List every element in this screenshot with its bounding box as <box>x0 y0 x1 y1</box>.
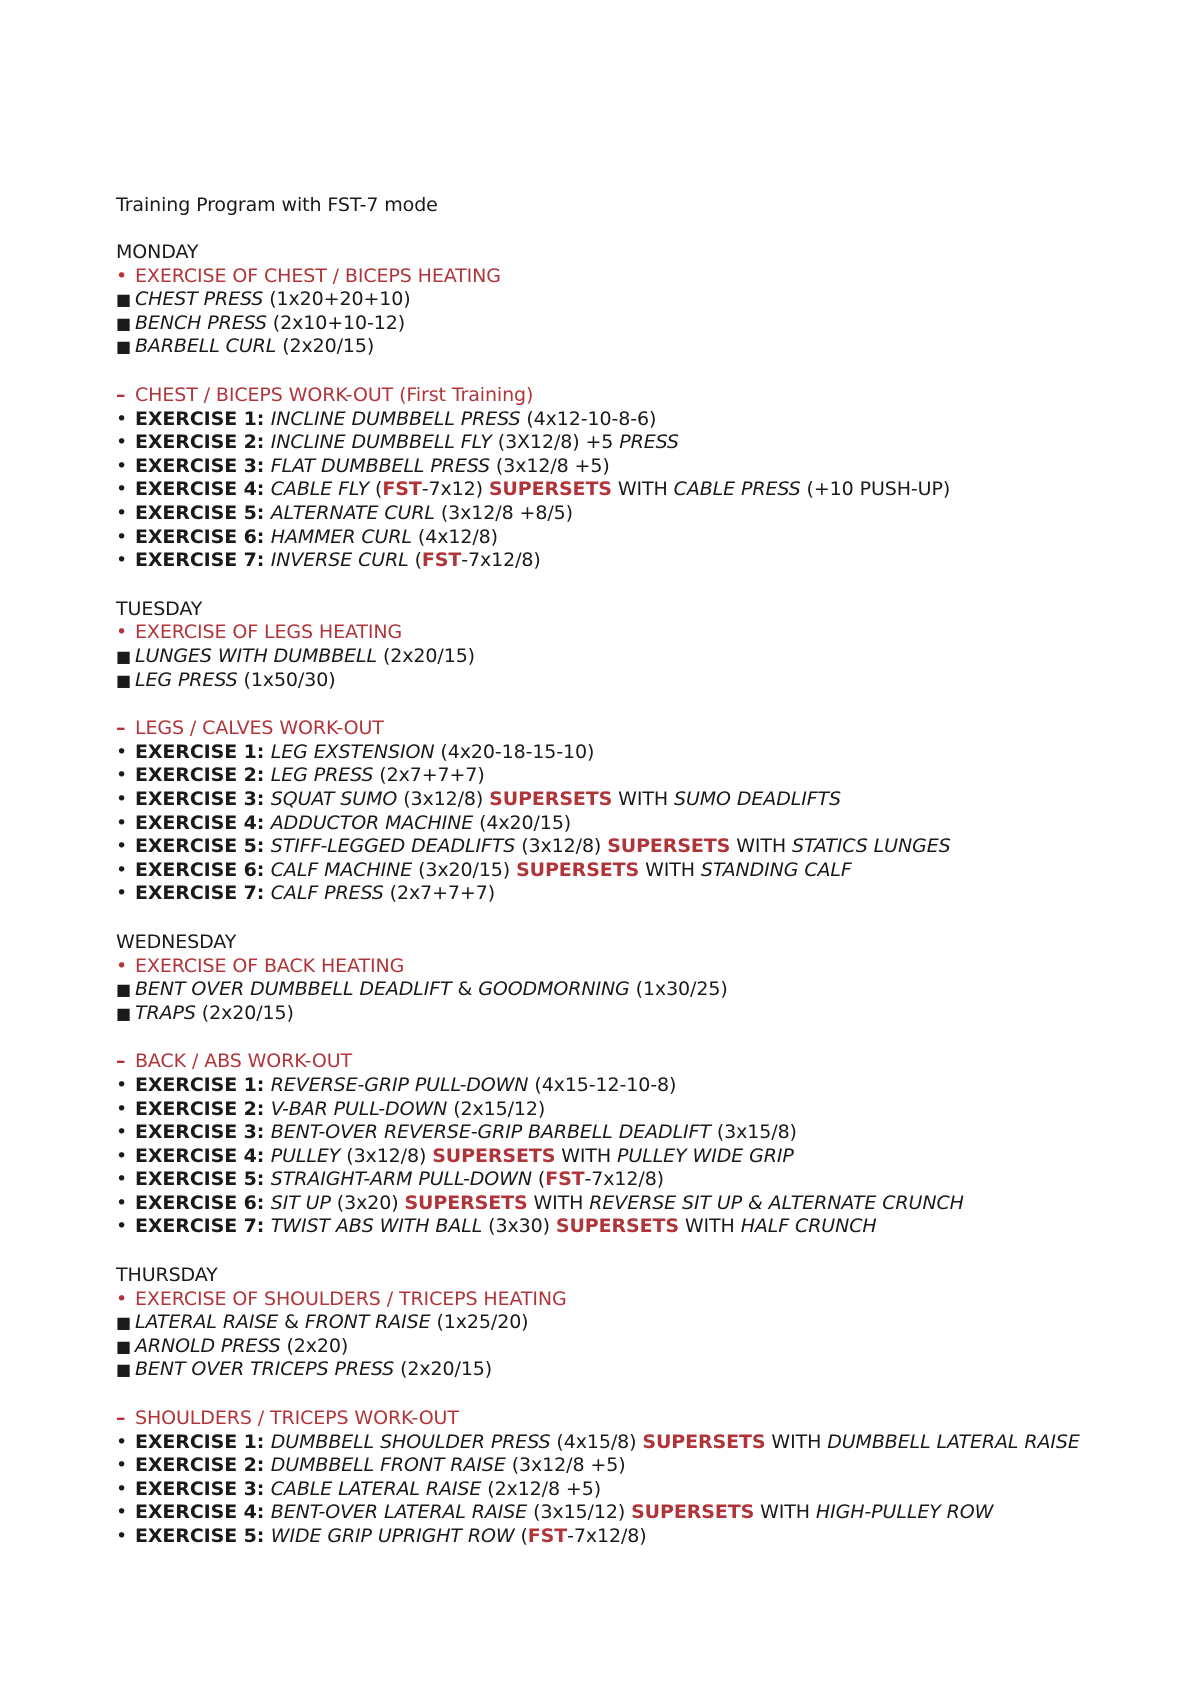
text-run: (3x12/8 +8/5) <box>434 502 573 525</box>
text-run: (2x20/15) <box>195 1001 294 1024</box>
text-run: EXERCISE 2: <box>135 1097 271 1120</box>
workout-label-text: CHEST / BICEPS WORK-OUT (First Training) <box>135 384 534 407</box>
text-run: EXERCISE 5: <box>135 1525 271 1547</box>
text-run: EXERCISE 5: <box>135 835 271 858</box>
text-run: EXERCISE 4: <box>135 478 271 501</box>
bullet-icon: • <box>116 1073 128 1096</box>
text-run: ADDUCTOR MACHINE <box>270 811 474 834</box>
day-section-wednesday <box>116 931 1116 1264</box>
text-run: EXERCISE 1: <box>135 1430 271 1453</box>
text-run: (1x25/20) <box>430 1311 529 1334</box>
workout-label <box>116 384 1116 408</box>
square-bullet-icon: ■ <box>116 1336 132 1356</box>
exercise-item <box>116 1074 1116 1098</box>
workout-label <box>116 1407 1116 1431</box>
heating-label-text: EXERCISE OF CHEST / BICEPS HEATING <box>135 264 501 287</box>
square-bullet-icon: ■ <box>116 1003 132 1023</box>
text-run: BENT OVER TRICEPS PRESS <box>135 1358 395 1381</box>
text-run: ARNOLD PRESS <box>135 1334 281 1357</box>
heating-label <box>116 265 1116 289</box>
text-run: (2x7+7+7) <box>373 764 485 787</box>
text-run: EXERCISE 2: <box>135 1454 271 1477</box>
workout-label-text: LEGS / CALVES WORK-OUT <box>135 717 384 740</box>
square-bullet-icon: ■ <box>116 670 132 690</box>
bullet-icon: • <box>116 740 128 763</box>
text-run: & <box>451 978 479 1001</box>
text-run: -7x12) <box>421 478 489 501</box>
text-run: EXERCISE 1: <box>135 407 271 430</box>
text-run: SUPERSETS <box>404 1191 528 1214</box>
bullet-icon: • <box>116 264 128 287</box>
text-run: ALTERNATE CURL <box>270 502 435 525</box>
bullet-icon: • <box>116 1144 128 1167</box>
text-run: FST <box>382 478 422 501</box>
text-run: REVERSE SIT UP & ALTERNATE CRUNCH <box>589 1191 964 1214</box>
spacer <box>116 1025 1116 1050</box>
text-run: WIDE GRIP UPRIGHT ROW <box>270 1525 515 1547</box>
text-run: EXERCISE 1: <box>135 740 271 763</box>
days-container <box>116 241 1116 1549</box>
text-run: (3x12/8) <box>397 787 490 810</box>
exercise-item <box>116 835 1116 859</box>
text-run: CALF MACHINE <box>270 858 413 881</box>
heating-item <box>116 312 1116 336</box>
bullet-icon: • <box>116 1477 128 1500</box>
text-run: -7x12/8) <box>584 1168 664 1191</box>
exercise-item <box>116 1501 1116 1525</box>
day-section-thursday <box>116 1264 1116 1549</box>
text-run: HIGH-PULLEY ROW <box>815 1501 994 1524</box>
text-run: -7x12/8) <box>567 1525 647 1547</box>
text-run: (3x12/8 +5) <box>505 1454 626 1477</box>
text-run: ( <box>369 478 383 501</box>
text-run: INCLINE DUMBBELL PRESS <box>270 407 521 430</box>
text-run: HAMMER CURL <box>270 525 412 548</box>
exercise-item <box>116 1121 1116 1145</box>
exercise-item <box>116 741 1116 765</box>
exercise-item <box>116 1098 1116 1122</box>
text-run: FST <box>545 1168 585 1191</box>
heating-label-text: EXERCISE OF SHOULDERS / TRICEPS HEATING <box>135 1287 567 1310</box>
exercise-item <box>116 1145 1116 1169</box>
text-run: (2x15/12) <box>447 1097 546 1120</box>
bullet-icon: • <box>116 621 128 644</box>
exercise-item <box>116 812 1116 836</box>
bullet-icon: • <box>116 478 128 501</box>
exercise-item <box>116 882 1116 906</box>
text-run: (3x20) <box>330 1191 405 1214</box>
text-run: FST <box>527 1525 568 1547</box>
text-run: ( <box>408 549 422 572</box>
text-run: (3x20/15) <box>412 858 517 881</box>
text-run: EXERCISE 3: <box>135 1121 271 1144</box>
text-run: LEG PRESS <box>135 668 238 691</box>
spacer <box>116 692 1116 717</box>
bullet-icon: • <box>116 882 128 905</box>
text-run: (1x50/30) <box>237 668 336 691</box>
text-run: EXERCISE 5: <box>135 502 271 525</box>
bullet-icon: • <box>116 431 128 454</box>
spacer <box>116 1239 1116 1264</box>
text-run: SUPERSETS <box>489 787 613 810</box>
text-run: INCLINE DUMBBELL FLY <box>270 431 492 454</box>
text-run: BARBELL CURL <box>135 335 277 358</box>
text-run: (2x12/8 +5) <box>481 1477 602 1500</box>
text-run: (3x15/8) <box>710 1121 797 1144</box>
text-run: STIFF-LEGGED DEADLIFTS <box>270 835 516 858</box>
text-run: (3x30) <box>482 1215 556 1238</box>
text-run: EXERCISE 6: <box>135 858 271 881</box>
bullet-icon: • <box>116 407 128 430</box>
spacer <box>116 573 1116 598</box>
heating-item <box>116 1002 1116 1026</box>
text-run: SUPERSETS <box>631 1501 755 1524</box>
text-run: EXERCISE 3: <box>135 787 271 810</box>
spacer <box>116 359 1116 384</box>
text-run: (2x20) <box>280 1334 349 1357</box>
bullet-icon: • <box>116 811 128 834</box>
bullet-icon: • <box>116 1191 128 1214</box>
bullet-icon: • <box>116 954 128 977</box>
square-bullet-icon: ■ <box>116 337 132 357</box>
text-run: SQUAT SUMO <box>270 787 398 810</box>
text-run: DUMBBELL LATERAL RAISE <box>827 1430 1080 1453</box>
text-run: TRAPS <box>135 1001 196 1024</box>
text-run: REVERSE-GRIP PULL-DOWN <box>270 1073 529 1096</box>
bullet-icon: • <box>116 1525 128 1547</box>
text-run: (+10 PUSH-UP) <box>800 478 951 501</box>
exercise-item <box>116 526 1116 550</box>
text-run: (1x30/25) <box>629 978 728 1001</box>
dash-icon: – <box>116 717 126 740</box>
exercise-item <box>116 478 1116 502</box>
text-run: EXERCISE 3: <box>135 1477 271 1500</box>
text-run: BENCH PRESS <box>135 311 267 334</box>
text-run: SUPERSETS <box>607 835 731 858</box>
text-run: V-BAR PULL-DOWN <box>270 1097 448 1120</box>
spacer <box>116 1382 1116 1407</box>
bullet-icon: • <box>116 787 128 810</box>
text-run: WITH <box>612 787 674 810</box>
text-run: (2x20/15) <box>394 1358 493 1381</box>
text-run: STATICS LUNGES <box>792 835 951 858</box>
exercise-item <box>116 1525 1116 1549</box>
page-title: Training Program with FST-7 mode <box>116 194 438 216</box>
text-run: WITH <box>678 1215 741 1238</box>
text-run: EXERCISE 2: <box>135 431 271 454</box>
text-run: LATERAL RAISE <box>135 1311 279 1334</box>
bullet-icon: • <box>116 1215 128 1238</box>
day-section-monday <box>116 241 1116 598</box>
text-run: WITH <box>611 478 674 501</box>
exercise-item <box>116 455 1116 479</box>
square-bullet-icon: ■ <box>116 1313 132 1333</box>
text-run: WITH <box>555 1144 618 1167</box>
text-run: WITH <box>754 1501 816 1524</box>
dash-icon: – <box>116 384 126 407</box>
day-heading: TUESDAY <box>116 597 203 620</box>
text-run: FLAT DUMBBELL PRESS <box>270 454 490 477</box>
text-run: ( <box>514 1525 528 1547</box>
heating-label <box>116 621 1116 645</box>
text-run: GOODMORNING <box>478 978 630 1001</box>
exercise-item <box>116 1215 1116 1239</box>
workout-label <box>116 717 1116 741</box>
heating-item <box>116 1358 1116 1382</box>
workout-label-text: BACK / ABS WORK-OUT <box>135 1050 353 1073</box>
day-heading: MONDAY <box>116 241 199 264</box>
heating-label <box>116 1288 1116 1312</box>
text-run: SIT UP <box>270 1191 331 1214</box>
text-run: DUMBBELL SHOULDER PRESS <box>270 1430 551 1453</box>
exercise-item <box>116 549 1116 573</box>
text-run: (3x12/8 +5) <box>489 454 610 477</box>
text-run: FRONT RAISE <box>304 1311 431 1334</box>
text-run: INVERSE CURL <box>270 549 409 572</box>
text-run: LUNGES WITH DUMBBELL <box>135 645 378 667</box>
bullet-icon: • <box>116 1501 128 1524</box>
text-run: EXERCISE 7: <box>135 549 271 572</box>
exercise-item <box>116 1454 1116 1478</box>
text-run: DUMBBELL FRONT RAISE <box>270 1454 506 1477</box>
text-run: BENT-OVER LATERAL RAISE <box>270 1501 528 1524</box>
dash-icon: – <box>116 1050 126 1073</box>
text-run: EXERCISE 4: <box>135 1144 271 1167</box>
text-run: BENT-OVER REVERSE-GRIP BARBELL DEADLIFT <box>270 1121 711 1144</box>
square-bullet-icon: ■ <box>116 647 132 666</box>
text-run: EXERCISE 1: <box>135 1073 271 1096</box>
bullet-icon: • <box>116 549 128 572</box>
heating-item <box>116 1311 1116 1335</box>
exercise-item <box>116 859 1116 883</box>
exercise-item <box>116 1431 1116 1455</box>
text-run: WITH <box>639 858 701 881</box>
heating-item <box>116 1335 1116 1359</box>
text-run: (2x7+7+7) <box>383 882 496 905</box>
bullet-icon: • <box>116 858 128 881</box>
text-run: EXERCISE 7: <box>135 882 271 905</box>
text-run: SUPERSETS <box>555 1215 679 1238</box>
text-run: EXERCISE 3: <box>135 454 271 477</box>
text-run: EXERCISE 4: <box>135 811 271 834</box>
text-run: SUMO DEADLIFTS <box>674 787 842 810</box>
text-run: (4x15/8) <box>550 1430 643 1453</box>
exercise-item <box>116 788 1116 812</box>
text-run: PULLEY WIDE GRIP <box>617 1144 794 1167</box>
square-bullet-icon: ■ <box>116 980 132 1000</box>
heating-item <box>116 645 1116 669</box>
bullet-icon: • <box>116 525 128 548</box>
heating-label-text: EXERCISE OF LEGS HEATING <box>135 621 403 644</box>
workout-label-text: SHOULDERS / TRICEPS WORK-OUT <box>135 1407 459 1430</box>
text-run: (4x15-12-10-8) <box>528 1073 677 1096</box>
text-run: EXERCISE 6: <box>135 525 271 548</box>
heating-label-text: EXERCISE OF BACK HEATING <box>135 954 405 977</box>
text-run: (4x12/8) <box>411 525 498 548</box>
heating-label <box>116 955 1116 979</box>
text-run: BENT OVER DUMBBELL DEADLIFT <box>135 978 452 1001</box>
exercise-item <box>116 502 1116 526</box>
bullet-icon: • <box>116 1168 128 1191</box>
bullet-icon: • <box>116 454 128 477</box>
square-bullet-icon: ■ <box>116 1360 132 1380</box>
bullet-icon: • <box>116 1097 128 1120</box>
text-run: ( <box>531 1168 546 1191</box>
bullet-icon: • <box>116 1121 128 1144</box>
text-run: LEG EXSTENSION <box>270 740 435 763</box>
text-run: -7x12/8) <box>461 549 541 572</box>
dash-icon: – <box>116 1407 126 1430</box>
text-run: CABLE FLY <box>270 478 370 501</box>
heating-item <box>116 288 1116 312</box>
document <box>116 194 1116 1549</box>
text-run: CABLE PRESS <box>673 478 801 501</box>
text-run: PULLEY <box>270 1144 341 1167</box>
workout-label <box>116 1050 1116 1074</box>
bullet-icon: • <box>116 1430 128 1453</box>
heating-item <box>116 335 1116 359</box>
text-run: (1x20+20+10) <box>263 288 411 311</box>
text-run: WITH <box>527 1191 590 1214</box>
text-run: (3x12/8) <box>515 835 608 858</box>
text-run: FST <box>421 549 462 572</box>
text-run: EXERCISE 5: <box>135 1168 271 1191</box>
text-run: SUPERSETS <box>642 1430 766 1453</box>
bullet-icon: • <box>116 1287 128 1310</box>
bullet-icon: • <box>116 1454 128 1477</box>
text-run: WITH <box>765 1430 828 1453</box>
text-run: (3X12/8) +5 <box>491 431 620 454</box>
text-run: CABLE LATERAL RAISE <box>270 1477 482 1500</box>
text-run: (4x20-18-15-10) <box>434 740 595 763</box>
text-run: LEG PRESS <box>270 764 374 787</box>
exercise-item <box>116 1478 1116 1502</box>
text-run: (2x10+10-12) <box>266 311 406 334</box>
bullet-icon: • <box>116 502 128 525</box>
day-heading: WEDNESDAY <box>116 930 237 953</box>
exercise-item <box>116 408 1116 432</box>
heating-item <box>116 978 1116 1002</box>
text-run: WITH <box>730 835 793 858</box>
text-run: SUPERSETS <box>432 1144 556 1167</box>
exercise-item <box>116 431 1116 455</box>
square-bullet-icon: ■ <box>116 290 132 310</box>
text-run: (2x20/15) <box>276 335 375 358</box>
spacer <box>116 906 1116 931</box>
text-run: PRESS <box>619 431 679 454</box>
text-run: CALF PRESS <box>270 882 384 905</box>
text-run: SUPERSETS <box>488 478 612 501</box>
day-heading: THURSDAY <box>116 1264 218 1287</box>
text-run: (3x12/8) <box>340 1144 433 1167</box>
square-bullet-icon: ■ <box>116 313 132 333</box>
text-run: & <box>278 1311 305 1334</box>
text-run: (3x15/12) <box>527 1501 632 1524</box>
text-run: HALF CRUNCH <box>740 1215 877 1238</box>
bullet-icon: • <box>116 764 128 787</box>
heating-item <box>116 669 1116 693</box>
exercise-item <box>116 1168 1116 1192</box>
text-run: EXERCISE 4: <box>135 1501 271 1524</box>
text-run: CHEST PRESS <box>135 288 264 311</box>
text-run: TWIST ABS WITH BALL <box>270 1215 483 1238</box>
exercise-item <box>116 764 1116 788</box>
day-section-tuesday <box>116 598 1116 931</box>
text-run: (4x20/15) <box>473 811 572 834</box>
exercise-item <box>116 1192 1116 1216</box>
text-run: EXERCISE 2: <box>135 764 271 787</box>
text-run: EXERCISE 7: <box>135 1215 271 1238</box>
text-run: SUPERSETS <box>516 858 640 881</box>
text-run: (4x12-10-8-6) <box>520 407 657 430</box>
text-run: (2x20/15) <box>377 645 475 667</box>
text-run: STANDING CALF <box>700 858 852 881</box>
bullet-icon: • <box>116 835 128 858</box>
text-run: EXERCISE 6: <box>135 1191 271 1214</box>
text-run: STRAIGHT-ARM PULL-DOWN <box>270 1168 532 1191</box>
